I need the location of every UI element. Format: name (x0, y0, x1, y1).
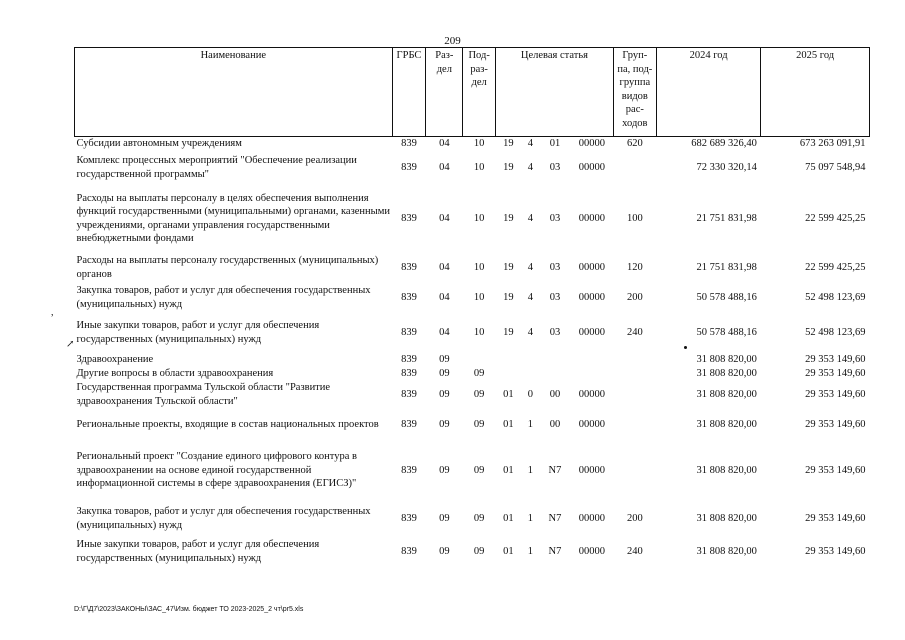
cell-t4: 00000 (578, 326, 605, 338)
cell-rz: 04 (439, 326, 450, 338)
footer-file-path: D:\Г\Д7\2023\ЗАКОНЫ\ЗАС_47\Изм. бюджет ТО 2023-2025_2 чт\pr5.xls (74, 606, 304, 613)
header-name: Наименование (75, 48, 393, 137)
table-body (75, 137, 870, 567)
cell-y2025: 29 353 149,60 (805, 464, 866, 476)
table-row (75, 409, 870, 441)
cell-rz: 04 (439, 161, 450, 173)
header-razdel: Раз- дел (426, 48, 463, 137)
cell-t1: 19 (503, 326, 514, 338)
cell-y2025: 52 498 123,69 (805, 291, 866, 303)
table-row (75, 151, 870, 185)
cell-pr: 09 (473, 545, 485, 557)
cell-name: Закупка товаров, работ и услуг для обеспечения государственных (муниципальных) нужд (76, 285, 371, 310)
cell-grbs: 839 (401, 512, 417, 524)
cell-y2025: 29 353 149,60 (805, 353, 866, 365)
cell-y2025: 29 353 149,60 (805, 367, 866, 379)
cell-grbs: 839 (401, 353, 417, 365)
cell-t4: 00000 (578, 418, 605, 430)
cell-pr: 10 (473, 326, 485, 338)
cell-y2024: 21 751 831,98 (696, 212, 757, 224)
cell-grbs: 839 (401, 326, 417, 338)
margin-mark: ↗ (66, 339, 75, 350)
cell-grbs: 839 (401, 291, 417, 303)
cell-y2024: 31 808 820,00 (696, 353, 757, 365)
cell-pr: 10 (463, 137, 496, 151)
table-row (75, 537, 870, 567)
cell-name: Комплекс процессных мероприятий "Обеспечение реализации государственной программы" (76, 155, 357, 180)
cell-y2025: 75 097 548,94 (805, 161, 866, 173)
cell-y2024: 50 578 488,16 (696, 291, 757, 303)
cell-t4: 00000 (578, 212, 605, 224)
table-row (75, 185, 870, 253)
cell-t1: 01 (503, 545, 514, 557)
cell-y2024: 31 808 820,00 (696, 388, 757, 400)
header-group: Груп- па, под- группа видов рас- ходов (613, 48, 656, 137)
cell-vr (613, 441, 656, 501)
table-row (75, 253, 870, 283)
cell-vr: 200 (626, 512, 643, 524)
cell-rz: 04 (439, 291, 450, 303)
budget-table (74, 47, 870, 567)
cell-y2024: 31 808 820,00 (696, 367, 757, 379)
cell-y2025: 673 263 091,91 (761, 137, 870, 151)
cell-t4: 00000 (578, 464, 605, 476)
cell-rz: 09 (439, 512, 450, 524)
cell-grbs: 839 (401, 261, 417, 273)
cell-t1: 19 (503, 161, 514, 173)
cell-t2: 1 (527, 545, 533, 557)
cell-rz: 09 (439, 367, 450, 379)
table-row (75, 137, 870, 151)
cell-grbs: 839 (401, 161, 417, 173)
cell-t4: 00000 (578, 545, 605, 557)
cell-vr (613, 367, 656, 381)
cell-t2 (521, 353, 539, 367)
cell-y2024: 21 751 831,98 (696, 261, 757, 273)
header-2024: 2024 год (656, 48, 760, 137)
cell-name: Региональный проект "Создание единого цифрового контура в здравоохранении на основе единой государственной информационной системы в сфере здравоохранения (ЕГИСЗ)" (76, 451, 357, 490)
cell-t3: 03 (549, 291, 561, 303)
table-row (75, 313, 870, 353)
cell-grbs: 839 (401, 464, 417, 476)
cell-t2: 4 (527, 212, 533, 224)
cell-t4 (570, 353, 613, 367)
table-row (75, 353, 870, 367)
cell-name: Расходы на выплаты персоналу государственных (муниципальных) органов (76, 255, 379, 280)
cell-pr: 10 (473, 291, 485, 303)
cell-pr: 09 (473, 418, 485, 430)
cell-pr: 10 (473, 212, 485, 224)
cell-vr (613, 353, 656, 367)
cell-rz: 04 (439, 261, 450, 273)
cell-t1: 01 (503, 512, 514, 524)
cell-t1: 19 (496, 137, 522, 151)
cell-t1: 01 (503, 464, 514, 476)
cell-t3: 00 (549, 418, 561, 430)
cell-pr: 10 (473, 261, 485, 273)
cell-vr: 240 (626, 545, 643, 557)
cell-t2: 0 (527, 388, 533, 400)
budget-table-wrap (74, 47, 870, 567)
cell-t1 (496, 353, 522, 367)
cell-vr: 240 (626, 326, 643, 338)
cell-y2025: 22 599 425,25 (805, 261, 866, 273)
header-target: Целевая статья (496, 48, 614, 137)
cell-name: Закупка товаров, работ и услуг для обеспечения государственных (муниципальных) нужд (76, 506, 371, 531)
cell-vr: 100 (626, 212, 643, 224)
cell-name: Иные закупки товаров, работ и услуг для обеспечения государственных (муниципальных) нужд (76, 539, 320, 564)
cell-t3: 03 (549, 212, 561, 224)
table-row (75, 283, 870, 313)
cell-t3 (540, 367, 571, 381)
cell-t1: 01 (503, 418, 514, 430)
cell-pr: 09 (473, 367, 485, 379)
cell-pr (463, 353, 496, 367)
cell-t2: 4 (527, 326, 533, 338)
table-row (75, 367, 870, 381)
cell-t4: 00000 (578, 291, 605, 303)
cell-t4: 00000 (578, 388, 605, 400)
cell-t2: 4 (527, 261, 533, 273)
header-grbs: ГРБС (392, 48, 426, 137)
cell-grbs: 839 (401, 545, 417, 557)
cell-grbs: 839 (401, 212, 417, 224)
ink-dot (684, 346, 687, 349)
cell-y2024: 50 578 488,16 (696, 326, 757, 338)
cell-t4 (570, 367, 613, 381)
cell-t4: 00000 (570, 137, 613, 151)
cell-name: Субсидии автономным учреждениям (75, 137, 393, 151)
cell-t3: N7 (548, 545, 562, 557)
cell-y2025: 22 599 425,25 (805, 212, 866, 224)
cell-t2: 4 (521, 137, 539, 151)
cell-t1: 19 (503, 212, 514, 224)
cell-rz: 09 (439, 418, 450, 430)
cell-t4: 00000 (578, 261, 605, 273)
cell-t1: 19 (503, 291, 514, 303)
cell-y2024: 72 330 320,14 (696, 161, 757, 173)
cell-vr (613, 151, 656, 185)
cell-name: Расходы на выплаты персоналу в целях обеспечения выполнения функций государственными (муниципальными) органами, казенными учреждениями, органами управления государственными внебюджетными фондами (76, 192, 390, 244)
cell-y2025: 29 353 149,60 (805, 545, 866, 557)
cell-t3: N7 (548, 512, 562, 524)
cell-y2024: 31 808 820,00 (696, 464, 757, 476)
cell-t3: N7 (548, 464, 562, 476)
cell-name: Региональные проекты, входящие в состав национальных проектов (76, 418, 379, 430)
cell-rz: 09 (439, 464, 450, 476)
cell-name: Другие вопросы в области здравоохранения (76, 367, 274, 379)
cell-t2: 1 (527, 418, 533, 430)
cell-t3: 03 (549, 161, 561, 173)
cell-t2: 4 (527, 161, 533, 173)
header-2025: 2025 год (761, 48, 870, 137)
table-row (75, 381, 870, 409)
cell-grbs: 839 (401, 388, 417, 400)
cell-t3: 03 (549, 261, 561, 273)
cell-rz: 09 (439, 388, 450, 400)
cell-pr: 09 (473, 512, 485, 524)
cell-t3: 03 (549, 326, 561, 338)
cell-t4: 00000 (578, 161, 605, 173)
table-header-row (75, 48, 870, 137)
cell-vr: 620 (613, 137, 656, 151)
cell-pr: 09 (473, 464, 485, 476)
margin-mark: , (51, 307, 54, 318)
cell-rz: 09 (439, 353, 450, 365)
cell-rz: 09 (439, 545, 450, 557)
cell-t3: 00 (549, 388, 561, 400)
cell-t2: 1 (527, 464, 533, 476)
cell-pr: 09 (473, 388, 485, 400)
cell-name: Иные закупки товаров, работ и услуг для обеспечения государственных (муниципальных) нужд (76, 320, 320, 345)
cell-y2025: 29 353 149,60 (805, 512, 866, 524)
cell-t3 (540, 353, 571, 367)
cell-t2 (521, 367, 539, 381)
cell-y2024: 31 808 820,00 (696, 545, 757, 557)
cell-rz: 04 (439, 212, 450, 224)
page-number: 209 (444, 35, 461, 47)
cell-grbs: 839 (401, 367, 417, 379)
cell-t2: 4 (527, 291, 533, 303)
cell-name: Здравоохранение (76, 353, 154, 365)
cell-vr (613, 381, 656, 409)
cell-y2025: 52 498 123,69 (805, 326, 866, 338)
cell-y2025: 29 353 149,60 (805, 418, 866, 430)
cell-t3: 01 (540, 137, 571, 151)
cell-vr: 120 (626, 261, 643, 273)
cell-t2: 1 (527, 512, 533, 524)
cell-y2024: 682 689 326,40 (656, 137, 760, 151)
cell-y2024: 31 808 820,00 (696, 512, 757, 524)
cell-t4: 00000 (578, 512, 605, 524)
cell-y2024: 31 808 820,00 (696, 418, 757, 430)
cell-name: Государственная программа Тульской области "Развитие здравоохранения Тульской области" (76, 382, 331, 407)
cell-grbs: 839 (392, 137, 426, 151)
cell-vr (613, 409, 656, 441)
cell-y2025: 29 353 149,60 (805, 388, 866, 400)
cell-t1: 01 (503, 388, 514, 400)
cell-rz: 04 (426, 137, 463, 151)
cell-t1: 19 (503, 261, 514, 273)
cell-grbs: 839 (401, 418, 417, 430)
header-podrazdel: Под- раз- дел (463, 48, 496, 137)
cell-t1 (496, 367, 522, 381)
table-row (75, 441, 870, 501)
table-row (75, 501, 870, 537)
cell-pr: 10 (473, 161, 485, 173)
cell-vr: 200 (626, 291, 643, 303)
